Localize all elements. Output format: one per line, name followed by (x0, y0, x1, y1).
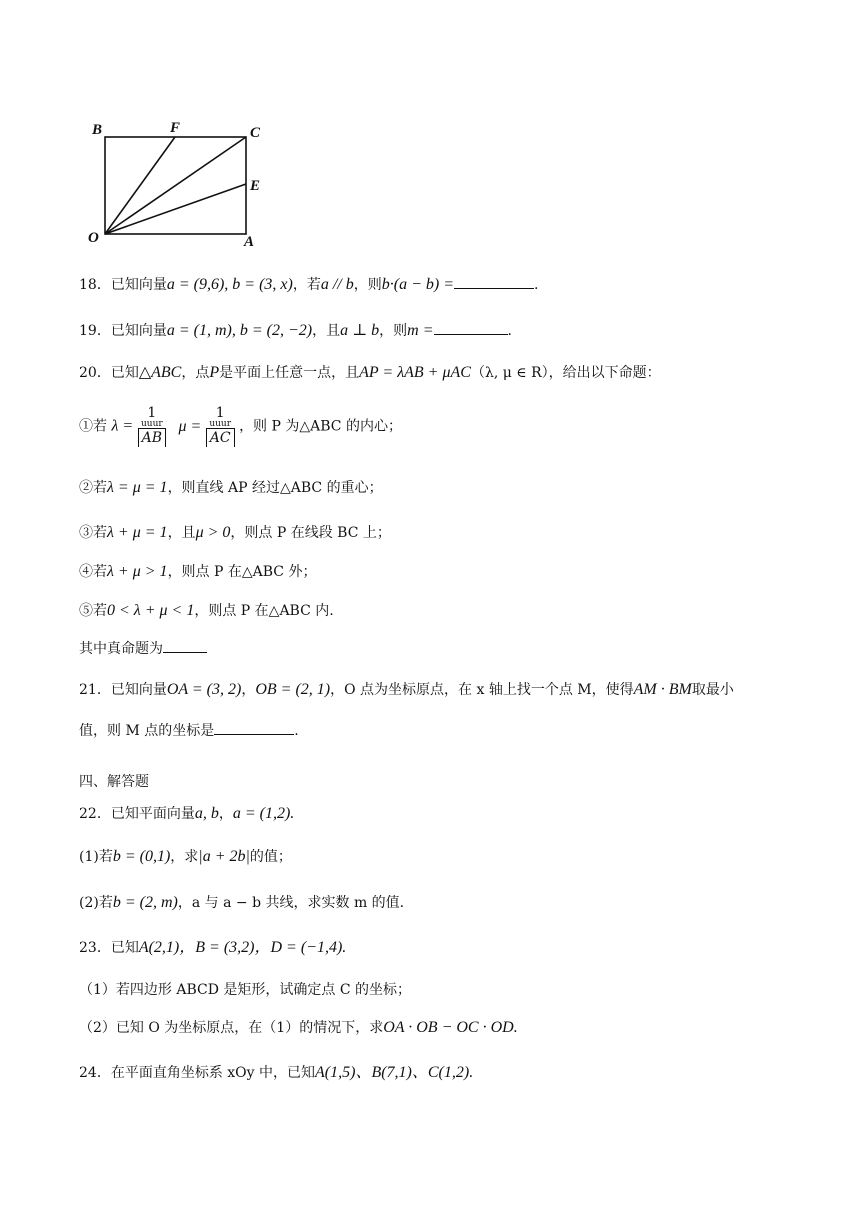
math-expression: a, b (194, 805, 219, 822)
math-expression: A(1,5)、B(7,1)、C(1,2). (315, 1064, 474, 1081)
proposition-marker: ④若 (79, 564, 107, 580)
math-expression: A(2,1)，B = (3,2)，D = (−1,4). (138, 939, 347, 956)
question-text: 取最小 (691, 682, 734, 698)
label-c: C (250, 125, 261, 141)
label-a: A (244, 234, 255, 250)
vector-mark: uuur (209, 419, 232, 429)
math-expression: △ABC (138, 364, 182, 381)
question-text: 已知 (110, 940, 139, 956)
question-text: 已知 (110, 365, 139, 381)
math-expression: λ = μ = 1 (107, 479, 168, 496)
question-text: （λ, μ ∈ R），给出以下命题： (470, 365, 661, 381)
question-number: 18． (79, 277, 111, 293)
part-marker: (1)若 (79, 849, 113, 865)
math-expression: μ = (178, 417, 202, 435)
question-19 (79, 320, 512, 341)
question-text: 的值； (249, 849, 292, 865)
question-20 (79, 363, 661, 383)
math-expression: λ + μ = 1 (107, 524, 168, 541)
question-text: ，且 (312, 323, 341, 339)
segment-oc (105, 137, 246, 234)
math-expression: λ = (111, 417, 134, 435)
punctuation: . (294, 723, 299, 739)
question-23-part-1 (79, 980, 411, 1000)
question-number: 20． (79, 365, 111, 381)
proposition-text: ，则 P 为△ABC 的内心； (239, 418, 402, 435)
math-expression: OA · OB − OC · OD. (383, 1019, 518, 1036)
punctuation: . (507, 323, 512, 339)
math-expression: a ⊥ b (340, 322, 380, 339)
fraction-numerator: 1 (147, 405, 157, 421)
proposition-marker: ③若 (79, 525, 107, 541)
fraction-denominator: AB (138, 428, 166, 447)
question-text: ，则 (353, 277, 382, 293)
math-expression: b = (2, m) (112, 894, 178, 911)
answer-blank[interactable] (434, 320, 508, 335)
math-expression: a = (1, m), b = (2, −2) (166, 322, 313, 339)
section-heading: 四、解答题 (79, 774, 149, 790)
math-expression: μ > 0 (195, 524, 231, 541)
math-expression: AP = λAB + μAC (359, 364, 471, 381)
question-text: 值，则 M 点的坐标是 (79, 723, 215, 739)
fraction (138, 406, 166, 447)
question-number: 23． (79, 940, 111, 956)
punctuation: . (533, 277, 539, 293)
question-text: ，a 与 a − b 共线，求实数 m 的值. (177, 895, 405, 911)
question-text: 已知向量 (110, 682, 167, 698)
question-text: 是平面上任意一点，且 (219, 365, 360, 381)
question-21: 21．已知向量OA = (3, 2)，OB = (2, 1)，O 点为坐标原点，在 x 轴上找一个点 M，使得AM · BM取最小 (79, 681, 734, 698)
question-text: ，求 (170, 849, 199, 865)
question-22-part-1 (79, 847, 292, 867)
segment-oe (105, 184, 246, 234)
question-text: O 点为坐标原点，在 x 轴上找一个点 M，使得 (344, 682, 634, 698)
proposition-marker: ⑤若 (79, 603, 107, 619)
part-marker: (2)若 (79, 895, 113, 911)
question-22: 22．已知平面向量a, b，a = (1,2). (79, 805, 295, 822)
question-text: 在平面直角坐标系 xOy 中，已知 (110, 1065, 316, 1081)
vector-mark: uuur (140, 419, 163, 429)
proposition-5 (79, 601, 334, 621)
fraction-numerator: 1 (215, 405, 225, 421)
fraction-denominator: AC (206, 428, 235, 447)
rectangle-diagram (84, 112, 284, 254)
math-expression: a = (9,6), b = (3, x) (166, 276, 293, 293)
proposition-text: ，则点 P 在△ABC 外； (167, 564, 317, 580)
question-number: 24． (79, 1065, 111, 1081)
question-text: （2）已知 O 为坐标原点，在（1）的情况下，求 (79, 1020, 384, 1036)
answer-blank[interactable] (214, 720, 294, 735)
question-21-cont (79, 720, 299, 741)
question-23-part-2 (79, 1018, 518, 1038)
label-f: F (170, 120, 181, 136)
question-23 (79, 938, 346, 958)
proposition-4 (79, 562, 316, 582)
question-text: 已知向量 (110, 277, 167, 293)
proposition-3 (79, 523, 391, 543)
proposition-marker: ②若 (79, 480, 107, 496)
proposition-text: ，则点 P 在线段 BC 上； (230, 525, 391, 541)
label-o: O (88, 230, 99, 246)
math-expression: b = (0,1) (112, 848, 171, 865)
answer-blank[interactable] (454, 274, 534, 289)
question-number: 22． (79, 806, 111, 822)
question-22-part-2 (79, 893, 404, 913)
fraction (206, 406, 235, 447)
geometry-figure (84, 112, 284, 254)
question-text: ，点 (181, 365, 210, 381)
question-text: ，则 (379, 323, 408, 339)
question-18 (79, 274, 538, 295)
question-number: 19． (79, 323, 111, 339)
proposition-2 (79, 478, 383, 498)
math-expression: b·(a − b) = (381, 276, 454, 293)
math-expression: |a + 2b| (198, 848, 250, 865)
proposition-text: ，则点 P 在△ABC 内. (194, 603, 334, 619)
question-24 (79, 1063, 473, 1083)
proposition-text: ，且 (167, 525, 196, 541)
question-text: 已知向量 (110, 323, 167, 339)
math-expression: AM · BM (633, 681, 692, 698)
segment-of (105, 137, 175, 234)
math-expression: a = (1,2). (232, 805, 295, 822)
question-text: 已知平面向量 (110, 806, 195, 822)
math-expression: m = (407, 322, 434, 339)
math-expression: 0 < λ + μ < 1 (107, 602, 195, 619)
question-20-ask (79, 638, 207, 659)
math-expression: OB = (2, 1) (255, 681, 331, 698)
math-expression: λ + μ > 1 (107, 563, 168, 580)
math-expression: P (209, 364, 220, 381)
proposition-text: ，则直线 AP 经过△ABC 的重心； (167, 480, 383, 496)
math-expression: OA = (3, 2) (166, 681, 242, 698)
answer-blank[interactable] (163, 638, 207, 653)
question-text: ，若 (292, 277, 321, 293)
proposition-1 (79, 406, 402, 447)
label-e: E (250, 178, 261, 194)
question-text: 其中真命题为 (79, 641, 163, 657)
question-number: 21． (79, 682, 111, 698)
proposition-marker: ①若 (79, 418, 107, 435)
math-expression: a // b (320, 276, 354, 293)
question-text: （1）若四边形 ABCD 是矩形，试确定点 C 的坐标； (79, 982, 412, 998)
label-b: B (92, 122, 103, 138)
